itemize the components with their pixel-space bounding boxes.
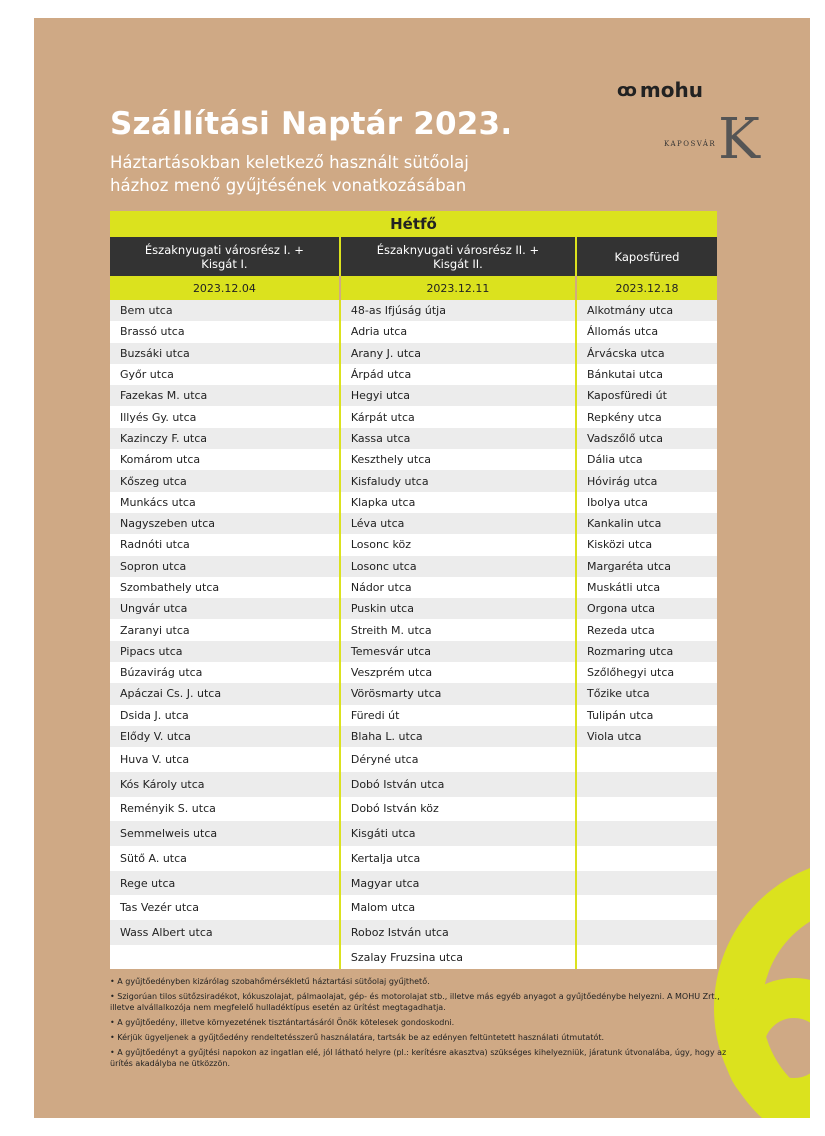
- street-cell: Rezeda utca: [576, 619, 717, 640]
- street-cell: [576, 920, 717, 945]
- street-cell: Alkotmány utca: [576, 300, 717, 321]
- note-item: • Szigorúan tilos sütőzsiradékot, kókuszolajat, pálmaolajat, gép- és motorolajat stb., illetve más egyéb anyagot a gyűjtőedénybe helyezni. A MOHU Zrt., illetve alvállalkozója nem megfelelő hulladéktípus esetén az ürítést megtagadhatja.: [110, 992, 720, 1012]
- street-cell: Kós Károly utca: [110, 772, 340, 797]
- table-row: [110, 598, 717, 619]
- street-cell: Buzsáki utca: [110, 343, 340, 364]
- table-row: [110, 364, 717, 385]
- street-cell: Hegyi utca: [340, 385, 576, 406]
- street-cell: Füredi út: [340, 705, 576, 726]
- street-cell: [576, 895, 717, 920]
- table-row: [110, 945, 717, 970]
- street-cell: Rege utca: [110, 871, 340, 896]
- page-subtitle: [110, 151, 469, 197]
- street-cell: Kertalja utca: [340, 846, 576, 871]
- street-cell: [576, 821, 717, 846]
- street-cell: Zaranyi utca: [110, 619, 340, 640]
- table-row: [110, 846, 717, 871]
- street-cell: Állomás utca: [576, 321, 717, 342]
- table-row: [110, 556, 717, 577]
- table-row: [110, 662, 717, 683]
- street-cell: Blaha L. utca: [340, 726, 576, 747]
- street-cell: Temesvár utca: [340, 641, 576, 662]
- street-cell: Szombathely utca: [110, 577, 340, 598]
- street-cell: Reményik S. utca: [110, 797, 340, 822]
- street-cell: Kőszeg utca: [110, 470, 340, 491]
- kaposvar-logo: [664, 108, 764, 178]
- notes: [110, 976, 730, 1073]
- table-row: [110, 321, 717, 342]
- table-row: [110, 300, 717, 321]
- street-cell: Ungvár utca: [110, 598, 340, 619]
- table-row: [110, 871, 717, 896]
- table-row: [110, 920, 717, 945]
- table-row: [110, 428, 717, 449]
- street-cell: [576, 871, 717, 896]
- table-row: [110, 577, 717, 598]
- column-date: 2023.12.11: [340, 276, 576, 300]
- street-cell: Árvácska utca: [576, 343, 717, 364]
- street-cell: Elődy V. utca: [110, 726, 340, 747]
- street-cell: Hóvirág utca: [576, 470, 717, 491]
- street-cell: Kazinczy F. utca: [110, 428, 340, 449]
- street-cell: Brassó utca: [110, 321, 340, 342]
- street-cell: Repkény utca: [576, 406, 717, 427]
- table-row: [110, 641, 717, 662]
- street-cell: Roboz István utca: [340, 920, 576, 945]
- street-cell: Győr utca: [110, 364, 340, 385]
- mohu-logo-icon: ꝏ: [617, 79, 634, 101]
- street-cell: Streith M. utca: [340, 619, 576, 640]
- street-cell: Kisfaludy utca: [340, 470, 576, 491]
- street-cell: Vörösmarty utca: [340, 683, 576, 704]
- kaposvar-logo-text: KAPOSVÁR: [664, 140, 717, 148]
- street-cell: Pipacs utca: [110, 641, 340, 662]
- street-cell: Sütő A. utca: [110, 846, 340, 871]
- table-row: [110, 797, 717, 822]
- street-cell: Kassa utca: [340, 428, 576, 449]
- street-cell: Ibolya utca: [576, 492, 717, 513]
- street-cell: 48-as Ifjúság útja: [340, 300, 576, 321]
- street-cell: Nádor utca: [340, 577, 576, 598]
- poster: [34, 18, 810, 1118]
- street-cell: Bánkutai utca: [576, 364, 717, 385]
- street-cell: Huva V. utca: [110, 747, 340, 772]
- street-cell: Malom utca: [340, 895, 576, 920]
- street-cell: Léva utca: [340, 513, 576, 534]
- street-cell: Déryné utca: [340, 747, 576, 772]
- page-title: Szállítási Naptár 2023.: [110, 106, 513, 142]
- street-cell: Losonc köz: [340, 534, 576, 555]
- street-cell: Semmelweis utca: [110, 821, 340, 846]
- table-row: [110, 470, 717, 491]
- table-row: [110, 449, 717, 470]
- note-item: • A gyűjtőedényt a gyűjtési napokon az ingatlan elé, jól látható helyre (pl.: kerítésre akasztva) szükséges kihelyezniük, járatunk útvonalába, úgy, hogy az ürítés akadályba ne ütközzön.: [110, 1048, 727, 1068]
- table-row: [110, 821, 717, 846]
- street-cell: [576, 772, 717, 797]
- table-row: [110, 619, 717, 640]
- street-cell: Fazekas M. utca: [110, 385, 340, 406]
- note-item: • A gyűjtőedényben kizárólag szobahőmérsékletű háztartási sütőolaj gyűjthető.: [110, 977, 430, 986]
- table-row: [110, 683, 717, 704]
- street-cell: Kisgáti utca: [340, 821, 576, 846]
- street-cell: Kisközi utca: [576, 534, 717, 555]
- street-cell: Arany J. utca: [340, 343, 576, 364]
- column-date: 2023.12.04: [110, 276, 340, 300]
- column-date: 2023.12.18: [576, 276, 717, 300]
- street-cell: [576, 747, 717, 772]
- table-row: [110, 747, 717, 772]
- street-cell: Losonc utca: [340, 556, 576, 577]
- note-item: • Kérjük ügyeljenek a gyűjtőedény rendeltetésszerű használatára, tartsák be az edényen feltüntetett használati útmutatót.: [110, 1033, 605, 1042]
- table-row: [110, 406, 717, 427]
- street-cell: Tas Vezér utca: [110, 895, 340, 920]
- table-row: [110, 343, 717, 364]
- table-row: [110, 726, 717, 747]
- table-row: [110, 492, 717, 513]
- street-cell: Bem utca: [110, 300, 340, 321]
- street-cell: [576, 846, 717, 871]
- street-cell: Komárom utca: [110, 449, 340, 470]
- street-cell: Klapka utca: [340, 492, 576, 513]
- street-cell: Kankalin utca: [576, 513, 717, 534]
- street-cell: Viola utca: [576, 726, 717, 747]
- street-cell: Kárpát utca: [340, 406, 576, 427]
- street-cell: Magyar utca: [340, 871, 576, 896]
- column-header: Északnyugati városrész I. + Kisgát I.: [110, 237, 340, 276]
- table-row: [110, 705, 717, 726]
- note-item: • A gyűjtőedény, illetve környezetének tisztántartásáról Önök kötelesek gondoskodni.: [110, 1018, 455, 1027]
- day-header: Hétfő: [110, 211, 717, 237]
- street-cell: Puskin utca: [340, 598, 576, 619]
- subtitle-line: Háztartásokban keletkező használt sütőolaj: [110, 153, 469, 172]
- table-row: [110, 534, 717, 555]
- street-cell: [110, 945, 340, 970]
- subtitle-line: házhoz menő gyűjtésének vonatkozásában: [110, 176, 467, 195]
- street-cell: Dsida J. utca: [110, 705, 340, 726]
- street-cell: Árpád utca: [340, 364, 576, 385]
- column-header: Északnyugati városrész II. + Kisgát II.: [340, 237, 576, 276]
- street-cell: Veszprém utca: [340, 662, 576, 683]
- street-cell: Munkács utca: [110, 492, 340, 513]
- street-cell: Kaposfüredi út: [576, 385, 717, 406]
- kaposvar-k-icon: K: [718, 107, 760, 172]
- street-cell: Illyés Gy. utca: [110, 406, 340, 427]
- street-cell: Keszthely utca: [340, 449, 576, 470]
- street-cell: Rozmaring utca: [576, 641, 717, 662]
- street-cell: Tulipán utca: [576, 705, 717, 726]
- street-cell: Vadszőlő utca: [576, 428, 717, 449]
- street-cell: Orgona utca: [576, 598, 717, 619]
- table-row: [110, 772, 717, 797]
- street-cell: Szőlőhegyi utca: [576, 662, 717, 683]
- street-cell: Margaréta utca: [576, 556, 717, 577]
- street-cell: Nagyszeben utca: [110, 513, 340, 534]
- table-row: [110, 513, 717, 534]
- street-cell: Wass Albert utca: [110, 920, 340, 945]
- mohu-logo-text: mohu: [639, 78, 703, 102]
- street-cell: Apáczai Cs. J. utca: [110, 683, 340, 704]
- street-cell: [576, 797, 717, 822]
- mohu-logo: [617, 78, 703, 102]
- column-header: Kaposfüred: [576, 237, 717, 276]
- street-cell: Dália utca: [576, 449, 717, 470]
- street-cell: Adria utca: [340, 321, 576, 342]
- street-cell: [576, 945, 717, 970]
- street-cell: Dobó István utca: [340, 772, 576, 797]
- street-cell: Muskátli utca: [576, 577, 717, 598]
- street-cell: Szalay Fruzsina utca: [340, 945, 576, 970]
- street-cell: Tőzike utca: [576, 683, 717, 704]
- street-cell: Dobó István köz: [340, 797, 576, 822]
- street-cell: Búzavirág utca: [110, 662, 340, 683]
- table-row: [110, 895, 717, 920]
- schedule-table: [110, 211, 717, 969]
- table-row: [110, 385, 717, 406]
- street-cell: Radnóti utca: [110, 534, 340, 555]
- street-cell: Sopron utca: [110, 556, 340, 577]
